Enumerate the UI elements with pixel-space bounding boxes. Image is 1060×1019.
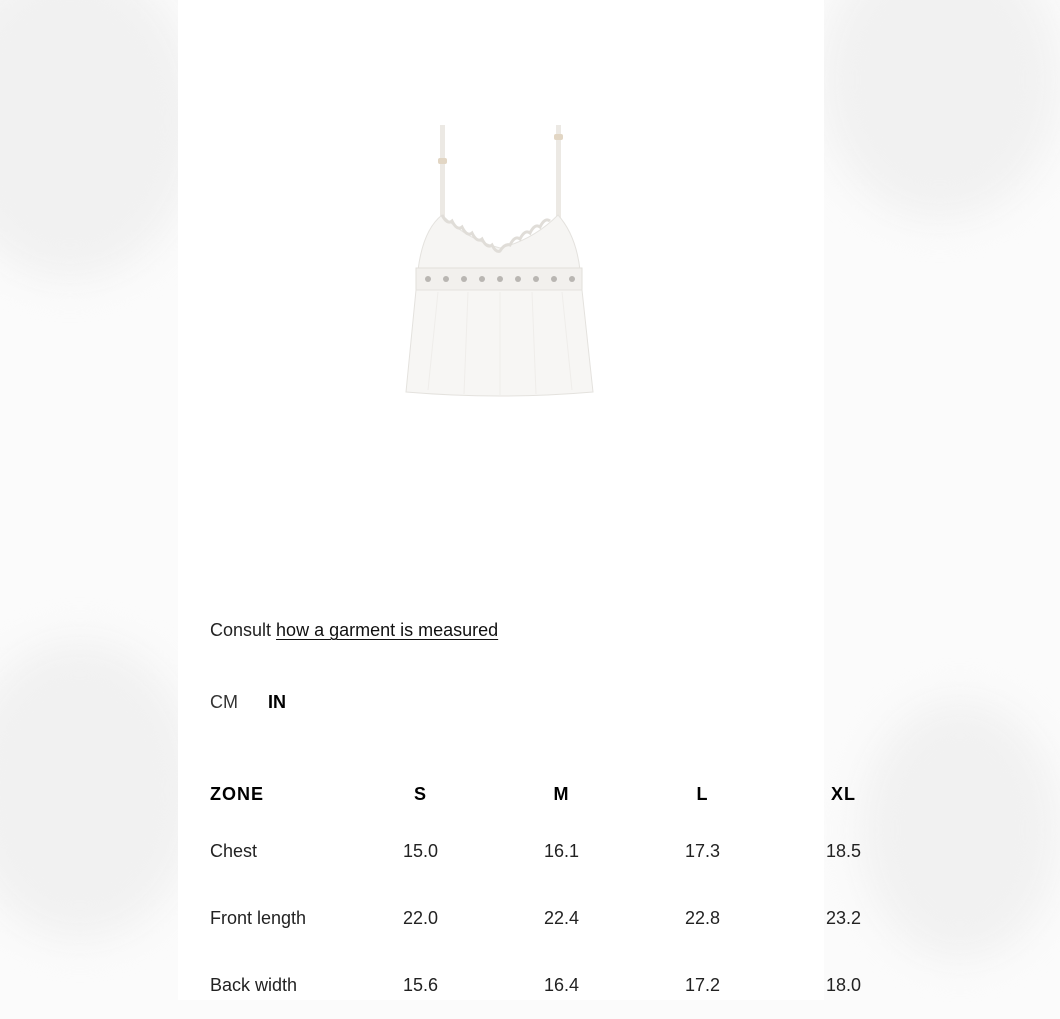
unit-in-option[interactable]: IN	[268, 692, 286, 712]
measure-note-prefix: Consult	[210, 620, 272, 640]
cell-value: 16.4	[543, 975, 580, 995]
cell-value: 15.0	[402, 841, 439, 861]
size-guide-panel	[178, 0, 862, 1000]
embellishments	[425, 276, 575, 282]
row-zone: Chest	[210, 841, 258, 861]
cell-value: 18.0	[825, 975, 862, 995]
cell-value: 22.0	[402, 908, 439, 928]
cell-value: 17.3	[684, 841, 721, 861]
white-camisole-top-icon	[388, 120, 608, 405]
cell-value: 22.4	[543, 908, 580, 928]
strap-slider	[438, 158, 447, 164]
cell-value: 22.8	[684, 908, 721, 928]
header-size-xl: XL	[830, 783, 856, 804]
header-zone: ZONE	[210, 783, 265, 804]
header-size-l: L	[696, 783, 709, 804]
row-zone: Front length	[210, 908, 307, 928]
backdrop-blob	[820, 0, 1060, 220]
row-zone: Back width	[210, 975, 298, 995]
cell-value: 17.2	[684, 975, 721, 995]
cell-value: 15.6	[402, 975, 439, 995]
measure-note	[210, 620, 498, 641]
unit-cm-option[interactable]: CM	[210, 692, 238, 712]
table-header-row	[210, 770, 914, 818]
left-strap	[440, 125, 445, 225]
table-row	[210, 952, 914, 1019]
strap-slider	[554, 134, 563, 140]
table-row	[210, 818, 914, 885]
cell-value: 18.5	[825, 841, 862, 861]
table-row	[210, 885, 914, 952]
how-garment-measured-link[interactable]: how a garment is measured	[276, 620, 499, 640]
size-table	[210, 770, 914, 1019]
unit-toggle	[210, 692, 286, 713]
cell-value: 23.2	[825, 908, 862, 928]
bodice	[418, 215, 580, 270]
backdrop-blob	[0, 0, 200, 280]
header-size-s: S	[413, 783, 427, 804]
cell-value: 16.1	[543, 841, 580, 861]
backdrop-blob	[0, 640, 200, 940]
header-size-m: M	[553, 783, 570, 804]
